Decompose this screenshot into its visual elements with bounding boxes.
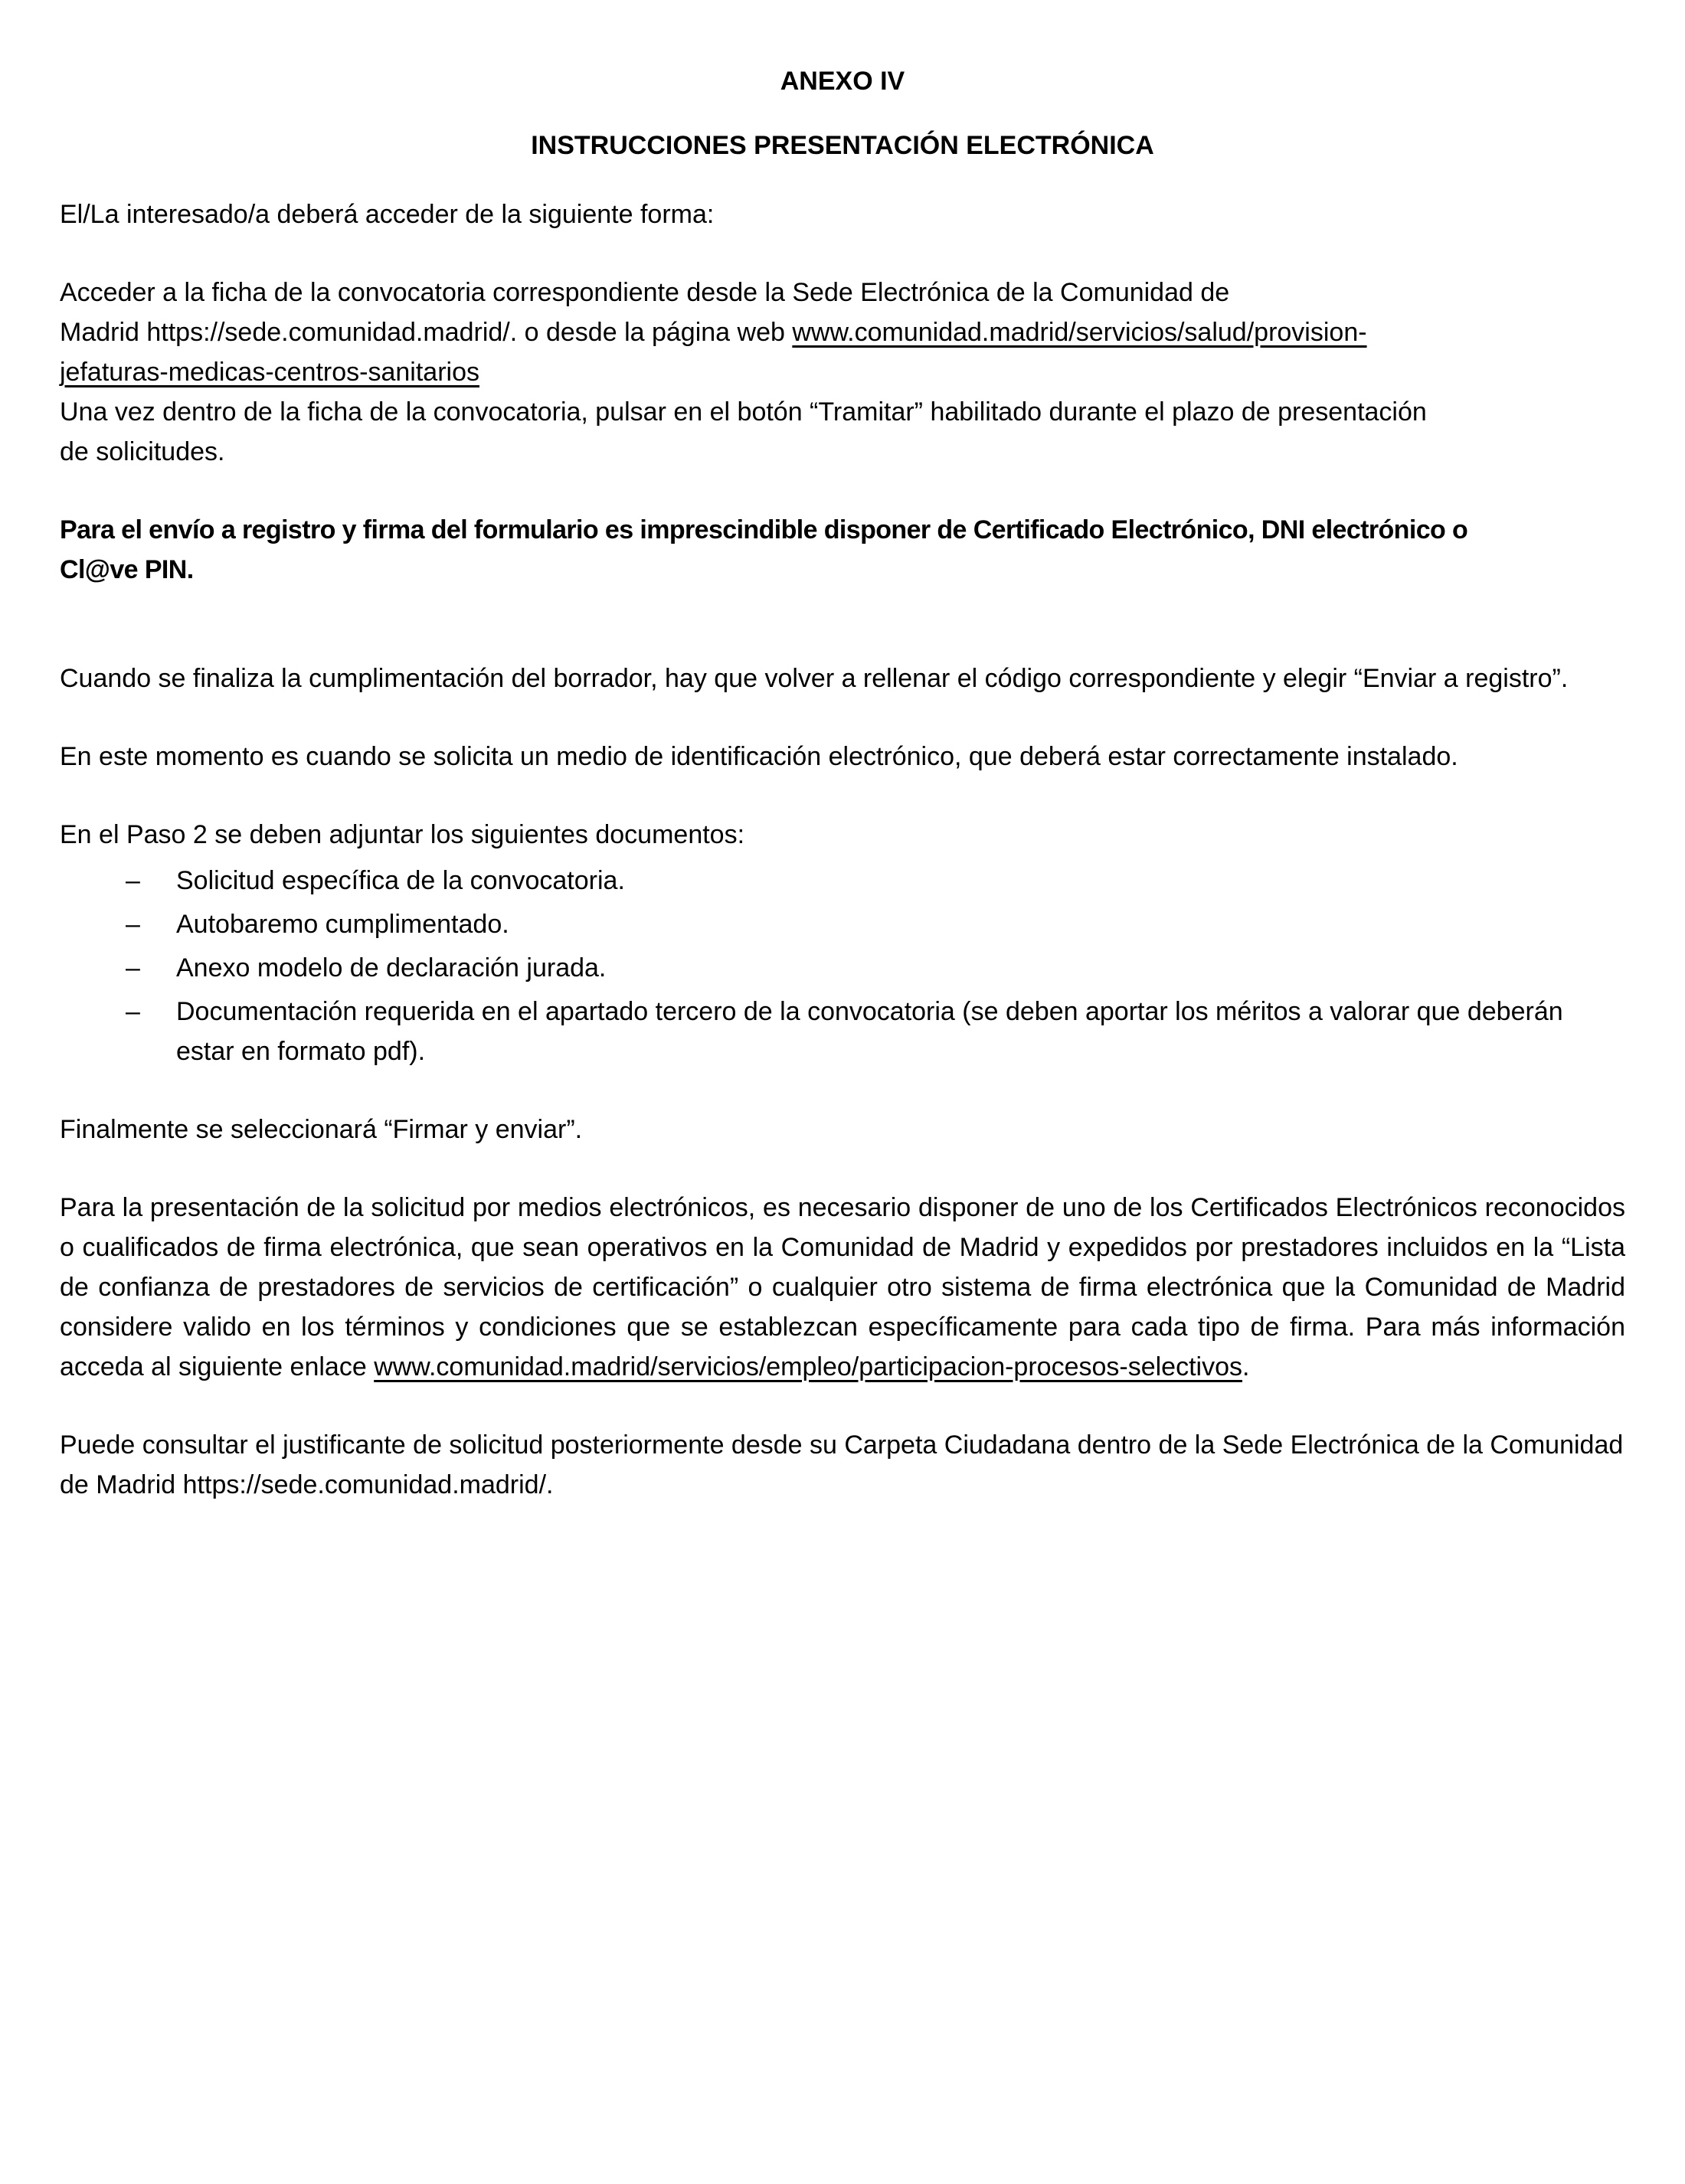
paragraph-requirement: [60, 510, 1625, 590]
bullet-dash: –: [126, 910, 140, 939]
empleo-participacion-link[interactable]: www.comunidad.madrid/servicios/empleo/participacion-procesos-selectivos: [374, 1352, 1242, 1381]
list-item: [60, 948, 1625, 988]
certificates-text: Para la presentación de la solicitud por medios electrónicos, es necesario disponer de uno de los Certificados Electrónicos reconocidos o cualificados de firma electrónica, que sean operativos en la Comunidad de Madrid y expedidos por prestadores incluidos en la “Lista de confianza de prestadores de servicios de certificación” o cualquier otro sistema de firma electrónica que la Comunidad de Madrid considere valido en los términos y condiciones que se establezcan específicamente para cada tipo de firma. Para más información acceda al siguiente enlace: [60, 1193, 1625, 1381]
access-line5: de solicitudes.: [60, 437, 225, 466]
bullet-dash: –: [126, 997, 140, 1026]
bullet-dash: –: [126, 953, 140, 982]
certificates-period: .: [1242, 1352, 1250, 1381]
paragraph-identification: En este momento es cuando se solicita un medio de identificación electrónico, que deberá estar correctamente instalado.: [60, 742, 1458, 771]
paragraph-draft: Cuando se finaliza la cumplimentación del borrador, hay que volver a rellenar el código correspondiente y elegir “Enviar a registro”.: [60, 664, 1569, 693]
paragraph-access: [60, 273, 1625, 472]
access-line2: Madrid https://sede.comunidad.madrid/. o desde la página web: [60, 318, 793, 347]
list-item-text: Solicitud específica de la convocatoria.: [176, 866, 625, 895]
list-item-text: Documentación requerida en el apartado tercero de la convocatoria (se deben aportar los méritos a valorar que deberán estar en formato pdf).: [176, 997, 1563, 1066]
salud-provision-link-part2: jefaturas-medicas-centros-sanitarios: [60, 358, 479, 387]
list-item: [60, 992, 1625, 1071]
list-item-text: Autobaremo cumplimentado.: [176, 910, 509, 939]
access-line1: Acceder a la ficha de la convocatoria correspondiente desde la Sede Electrónica de la Comunidad de: [60, 278, 1230, 307]
paragraph-finally: Finalmente se seleccionará “Firmar y enviar”.: [60, 1115, 583, 1144]
access-line4: Una vez dentro de la ficha de la convocatoria, pulsar en el botón “Tramitar” habilitado durante el plazo de presentación: [60, 397, 1427, 427]
bullet-dash: –: [126, 866, 140, 895]
paragraph-certificates: [60, 1188, 1625, 1387]
requirement-line1: Para el envío a registro y firma del formulario es imprescindible disponer de Certificado Electrónico, DNI electrónico o: [60, 515, 1468, 544]
list-item-text: Anexo modelo de declaración jurada.: [176, 953, 607, 982]
list-item: [60, 904, 1625, 944]
paragraph-receipt: Puede consultar el justificante de solicitud posteriormente desde su Carpeta Ciudadana dentro de la Sede Electrónica de la Comunidad de Madrid https://sede.comunidad.madrid/.: [60, 1430, 1624, 1499]
step2-document-list: [60, 861, 1625, 1071]
requirement-line2: Cl@ve PIN.: [60, 555, 194, 584]
paragraph-step2-heading: En el Paso 2 se deben adjuntar los siguientes documentos:: [60, 820, 745, 849]
list-item: [60, 861, 1625, 901]
page-subtitle: INSTRUCCIONES PRESENTACIÓN ELECTRÓNICA: [531, 131, 1154, 160]
paragraph-intro: El/La interesado/a deberá acceder de la siguiente forma:: [60, 200, 715, 229]
page-title: ANEXO IV: [780, 67, 905, 96]
salud-provision-link-part1: www.comunidad.madrid/servicios/salud/provision-: [792, 318, 1367, 347]
